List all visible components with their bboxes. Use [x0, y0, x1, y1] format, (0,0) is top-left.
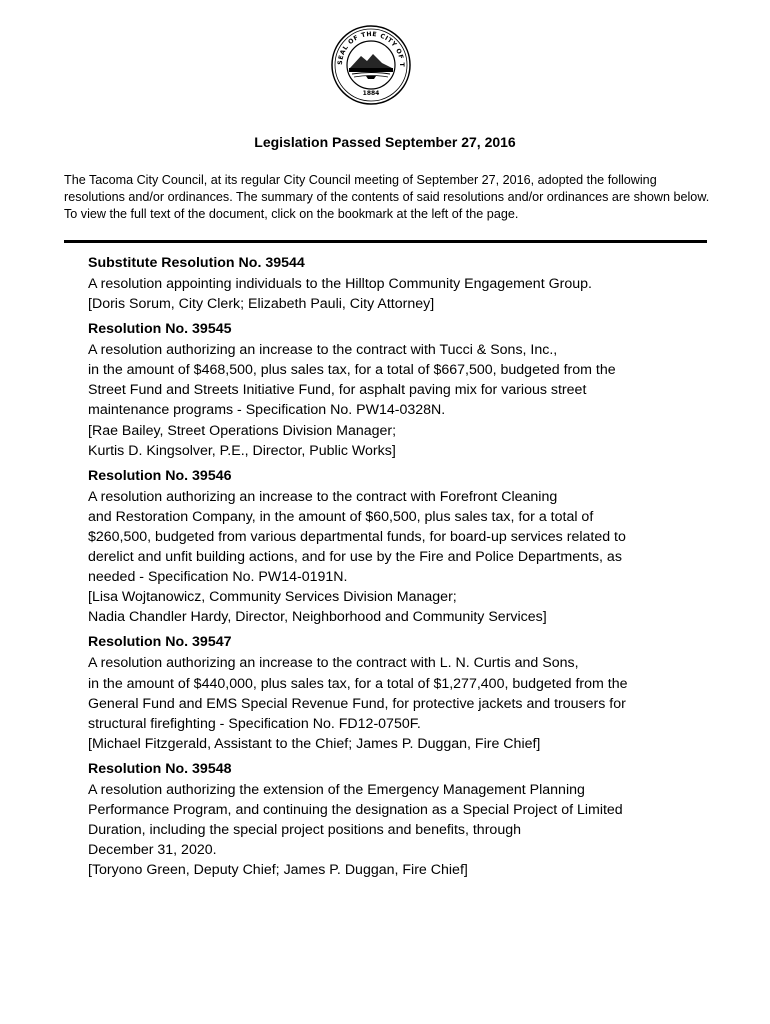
section-divider [64, 240, 707, 243]
resolution-item [88, 319, 728, 461]
resolution-heading[interactable]: Resolution No. 39546 [88, 467, 232, 484]
resolution-summary: A resolution authorizing an increase to the contract with Tucci & Sons, Inc., in the amount of $468,500, plus sales tax, for a total of $667,500, budgeted from the Street Fund and Streets Initiative Fund, for asphalt paving mix for various street maintenance programs - Specification No. PW14-0328N. [Rae Bailey, Street Operations Division Manager; Kurtis D. Kingsolver, P.E., Director, Public Works] [88, 342, 616, 459]
resolution-heading[interactable]: Resolution No. 39545 [88, 321, 232, 338]
resolution-heading[interactable]: Resolution No. 39547 [88, 634, 232, 651]
resolution-summary: A resolution authorizing an increase to the contract with Forefront Cleaning and Restoration Company, in the amount of $60,500, plus sales tax, for a total of $260,500, budgeted from various departmental funds, for board-up services related to derelict and unfit building actions, and for use by the Fire and Police Departments, as needed - Specification No. PW14-0191N. [Lisa Wojtanowicz, Community Services Division Manager; Nadia Chandler Hardy, Director, Neighborhood and Community Services] [88, 488, 626, 626]
city-seal-logo [330, 24, 412, 106]
seal-ring-text: SEAL OF THE CITY OF T [336, 30, 406, 67]
resolution-heading[interactable]: Substitute Resolution No. 39544 [88, 255, 305, 271]
seal-year: 1884 [362, 90, 380, 97]
resolution-item [88, 466, 728, 628]
intro-paragraph: The Tacoma City Council, at its regular City Council meeting of September 27, 2016, adopted the following resolutions and/or ordinances. The summary of the contents of said resolutions and/or ordinances are shown below. To view the full text of the document, click on the bookmark at the left of the page. [64, 173, 710, 222]
resolution-summary: A resolution authorizing the extension of the Emergency Management Planning Performance Program, and continuing the designation as a Special Project of Limited Duration, including the special project positions and benefits, through December 31, 2020. [Toryono Green, Deputy Chief; James P. Duggan, Fire Chief] [88, 781, 623, 879]
page-title: Legislation Passed September 27, 2016 [254, 134, 516, 150]
resolution-summary: A resolution authorizing an increase to the contract with L. N. Curtis and Sons, in the amount of $440,000, plus sales tax, for a total of $1,277,400, budgeted from the General Fund and EMS Special Revenue Fund, for protective jackets and trousers for structural firefighting - Specification No. FD12-0750F. [Michael Fitzgerald, Assistant to the Chief; James P. Duggan, Fire Chief] [88, 655, 628, 752]
resolution-item [88, 253, 728, 314]
resolution-item [88, 759, 728, 880]
resolutions-list [88, 253, 728, 880]
resolution-summary: A resolution appointing individuals to the Hilltop Community Engagement Group. [Doris Sorum, City Clerk; Elizabeth Pauli, City Attorney] [88, 276, 592, 313]
resolution-item [88, 632, 728, 753]
resolution-heading[interactable]: Resolution No. 39548 [88, 760, 232, 777]
